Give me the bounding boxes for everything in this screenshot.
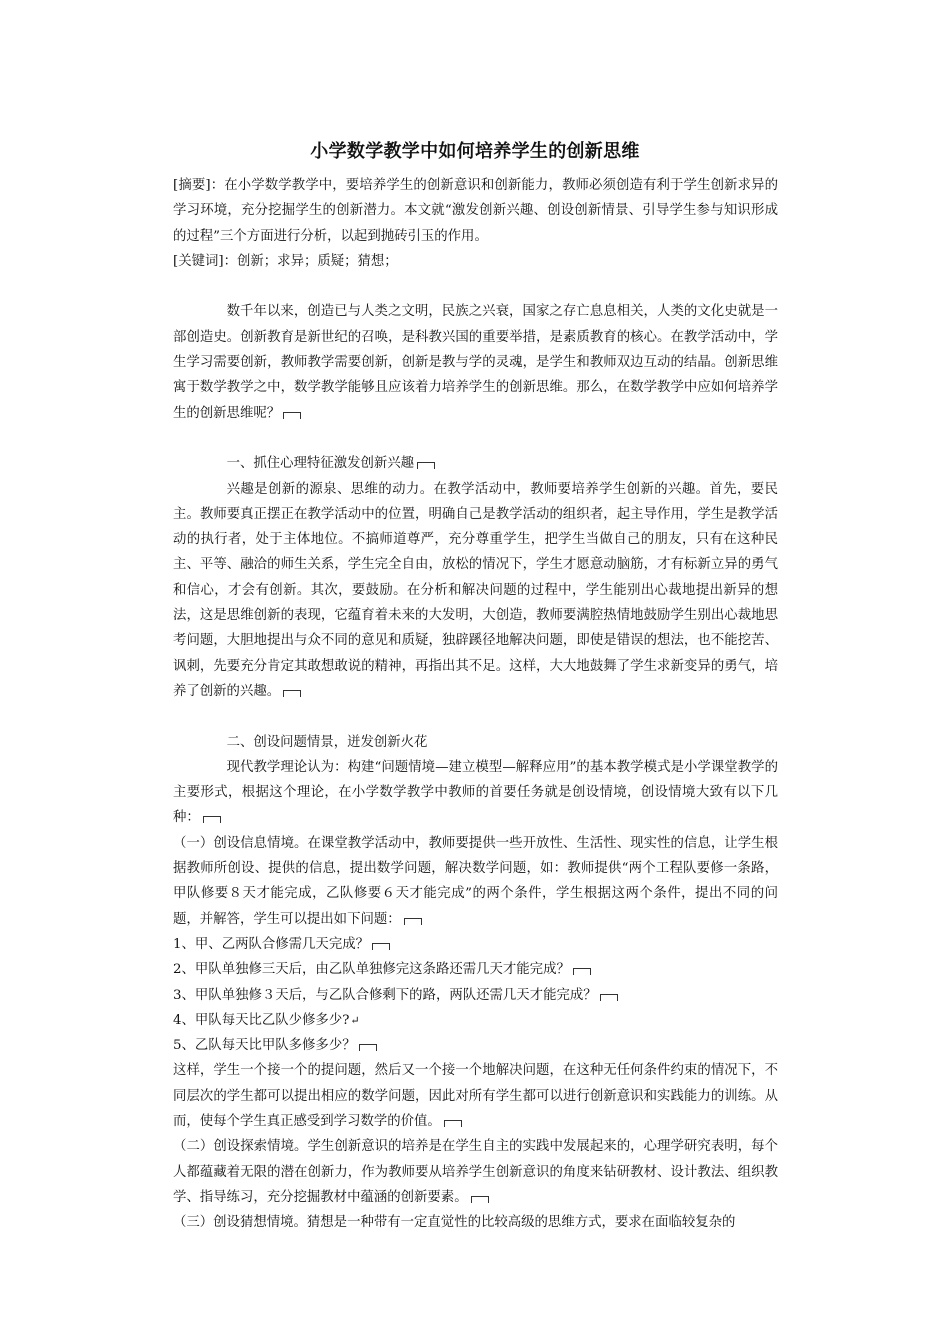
question-item [173, 983, 778, 1008]
section1-heading [173, 451, 778, 476]
paragraph-mark-icon [203, 816, 221, 823]
section2-sub1 [173, 831, 778, 932]
keywords-line [173, 249, 778, 274]
paragraph-mark-icon [372, 943, 390, 950]
question-item [173, 1033, 778, 1058]
section1-paragraph [173, 477, 778, 705]
sub1-text: （一）创设信息情境。在课堂教学活动中，教师要提供一些开放性、生活性、现实性的信息，让学生根据教师所创设、提供的信息，提出数学问题，解决数学问题，如：教师提供“两个工程队要修一条路，甲队修要８天才能完成，乙队修要６天才能完成”的两个条件，学生根据这两个条件，提出不同的问题，并解答，学生可以提出如下问题： [173, 835, 778, 927]
after-questions-text: 这样，学生一个接一个的提问题，然后又一个接一个地解决问题，在这种无任何条件约束的情况下，不同层次的学生都可以提出相应的数学问题，因此对所有学生都可以进行创新意识和实践能力的训练。从而，使每个学生真正感受到学习数学的价值。 [173, 1063, 778, 1129]
question-text: 1、甲、乙两队合修需几天完成？ [173, 936, 369, 952]
abstract-text: [摘要]：在小学数学教学中，要培养学生的创新意识和创新能力，教师必须创造有利于学生创新求异的学习环境，充分挖掘学生的创新潜力。本文就“激发创新兴趣、创设创新情景、引导学生参与知识形成的过程”三个方面进行分析，以起到抛砖引玉的作用。 [173, 178, 778, 244]
paragraph-mark-icon [573, 968, 591, 975]
question-item [173, 1008, 778, 1033]
section2-intro-text: 现代教学理论认为：构建“问题情境—建立模型—解释应用”的基本教学模式是小学课堂教学的主要形式，根据这个理论，在小学数学教学中教师的首要任务就是创设情境，创设情境大致有以下几种： [173, 759, 778, 826]
section2-sub3 [173, 1210, 778, 1235]
after-questions-paragraph [173, 1058, 778, 1134]
blank-line [173, 704, 778, 729]
document-body [173, 173, 778, 1235]
paragraph-mark-icon [359, 1044, 377, 1051]
paragraph-mark-icon [444, 1120, 462, 1127]
section2-intro [173, 755, 778, 831]
paragraph-mark-icon [283, 412, 301, 419]
question-text: 3、甲队单独修３天后，与乙队合修剩下的路，两队还需几天才能完成？ [173, 987, 597, 1003]
blank-line [173, 426, 778, 451]
section1-heading-text: 一、抓住心理特征激发创新兴趣 [226, 456, 415, 472]
paragraph-mark-icon [283, 690, 301, 697]
section2-heading [173, 730, 778, 755]
paragraph-mark-icon [417, 462, 435, 469]
sub2-text: （二）创设探索情境。学生创新意识的培养是在学生自主的实践中发展起来的，心理学研究表明，每个人都蕴藏着无限的潜在创新力，作为教师要从培养学生创新意识的角度来钻研教材、设计教法、组织教学、指导练习，充分挖掘教材中蕴涵的创新要素。 [173, 1139, 778, 1205]
page-title: 小学数学教学中如何培养学生的创新思维 [310, 141, 640, 162]
intro-paragraph [173, 299, 778, 425]
question-item [173, 957, 778, 982]
paragraph-mark-icon [404, 918, 422, 925]
section2-heading-text: 二、创设问题情景，迸发创新火花 [226, 734, 428, 750]
line-break-icon: ↵ [350, 1013, 360, 1027]
question-item [173, 932, 778, 957]
question-text: 4、甲队每天比乙队少修多少? [173, 1012, 350, 1028]
keywords-text: [关键词]：创新；求异；质疑；猜想； [173, 253, 398, 269]
section1-text: 兴趣是创新的源泉、思维的动力。在教学活动中，教师要培养学生创新的兴趣。首先，要民主。教师要真正摆正在教学活动中的位置，明确自己是教学活动的组织者，起主导作用，学生是教学活动的执行者，处于主体地位。不搞师道尊严，充分尊重学生，把学生当做自己的朋友，只有在这种民主、平等、融洽的师生关系，学生完全自由，放松的情况下，学生才愿意动脑筋，才有标新立异的勇气和信心，才会有创新。其次，要鼓励。在分析和解决问题的过程中，学生能别出心裁地提出新异的想法，这是思维创新的表现，它蕴育着未来的大发明，大创造，教师要满腔热情地鼓励学生别出心裁地思考问题，大胆地提出与众不同的意见和质疑，独辟蹊径地解决问题，即使是错误的想法，也不能挖苦、讽刺，先要充分肯定其敢想敢说的精神，再指出其不足。这样，大大地鼓舞了学生求新变异的勇气，培养了创新的兴趣。 [173, 481, 778, 699]
blank-line [173, 274, 778, 299]
paragraph-mark-icon [471, 1196, 489, 1203]
paragraph-mark-icon [600, 994, 618, 1001]
question-text: 5、乙队每天比甲队多修多少？ [173, 1038, 356, 1054]
intro-text: 数千年以来，创造已与人类之文明，民族之兴衰，国家之存亡息息相关，人类的文化史就是一部创造史。创新教育是新世纪的召唤，是科教兴国的重要举措，是素质教育的核心。在教学活动中，学生学习需要创新，教师教学需要创新，创新是教与学的灵魂，是学生和教师双边互动的结晶。创新思维寓于数学教学之中，数学教学能够且应该着力培养学生的创新思维。那么，在数学教学中应如何培养学生的创新思维呢？ [173, 304, 778, 421]
question-text: 2、甲队单独修三天后，由乙队单独修完这条路还需几天才能完成？ [173, 962, 570, 978]
abstract-paragraph [173, 173, 778, 249]
sub3-text: （三）创设猜想情境。猜想是一种带有一定直觉性的比较高级的思维方式，要求在面临较复杂的 [173, 1215, 736, 1231]
section2-sub2 [173, 1134, 778, 1210]
